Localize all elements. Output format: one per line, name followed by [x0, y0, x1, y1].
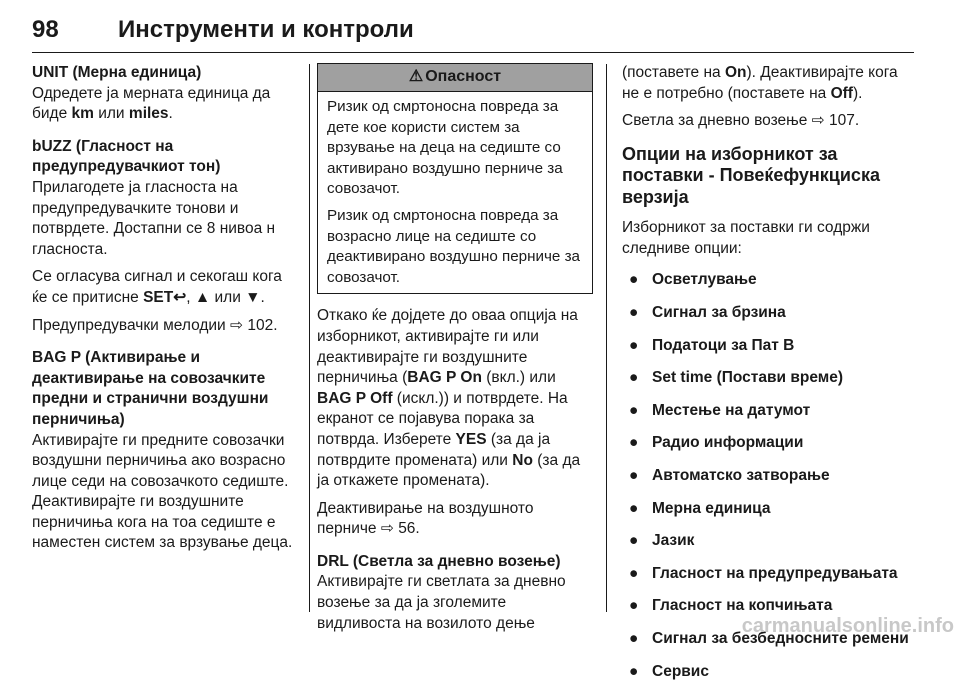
danger-paragraph-2: Ризик од смртоносна повреда за возрасно лице на седиште со деактивирано воздушно перниче за совозачот. [327, 206, 580, 286]
option-label: Автоматско затворање [652, 467, 830, 485]
option-item [622, 401, 914, 422]
warning-triangle-icon: ⚠ [408, 68, 424, 85]
option-item [622, 368, 914, 389]
set-return-icon: ↩ [173, 288, 187, 306]
bullet-icon: ● [629, 597, 639, 615]
bag-text: Активирајте ги предните совозачки воздушни перничиња ако возрасно лице седи на совозачкото седиште. Деактивирајте ги воздушните перничиња кога на тоа седиште е наместен систем за врзување деца. [32, 431, 293, 552]
section-heading: Опции на изборникот за поставки - Повеќефункциска верзија [622, 143, 880, 207]
column-right [622, 63, 914, 694]
drl-text: Активирајте ги светлата за дневно возење за да ја зголемите видливоста на возилото дење [317, 573, 566, 632]
bullet-icon: ● [629, 467, 639, 485]
options-intro: Изборникот за поставки ги содржи следниве опции: [622, 219, 870, 257]
drl-continuation: (поставете на On). Деактивирајте кога не е потребно (поставете на Off). [622, 64, 898, 102]
option-label: Местење на датумот [652, 401, 811, 419]
option-item [622, 336, 914, 357]
column-divider-1 [309, 64, 310, 612]
option-label: Радио информации [652, 434, 804, 452]
bag-heading: BAG P (Активирање и деактивирање на совозачките предни и странични воздушни перничиња) [32, 349, 269, 428]
option-label: Гласност на предупредувањата [652, 564, 898, 582]
danger-body [318, 92, 592, 293]
page-header [32, 14, 914, 53]
option-item [622, 531, 914, 552]
danger-box [317, 63, 593, 294]
bullet-icon: ● [629, 304, 639, 322]
bullet-icon: ● [629, 271, 639, 289]
bullet-icon: ● [629, 630, 639, 647]
page-reference-icon: ⇨ [811, 112, 825, 130]
bullet-icon: ● [629, 564, 639, 582]
buzz-text: Прилагодете ја гласноста на предупредувачките тонови и потврдете. Достапни се 8 нивоа н гласноста. [32, 178, 276, 258]
arrow-up-icon: ▲ [194, 288, 211, 306]
danger-title: Опасност [425, 68, 502, 85]
deactivation-text: Деактивирање на воздушното перниче ⇨ 56. [317, 499, 534, 538]
option-label: Гласност на копчињата [652, 597, 833, 615]
option-label: Сервис [652, 662, 709, 680]
unit-text: Одредете ја мерната единица да биде km или miles. [32, 84, 271, 123]
bullet-icon: ● [629, 662, 639, 680]
column-left [32, 63, 300, 554]
option-item [622, 466, 914, 487]
unit-heading: UNIT (Мерна единица) [32, 64, 202, 81]
option-item [622, 433, 914, 454]
drl-heading: DRL (Светла за дневно возење) [317, 552, 561, 570]
option-item [622, 499, 914, 520]
bullet-icon: ● [629, 532, 639, 550]
option-label: Сигнал за брзина [652, 304, 786, 322]
watermark: carmanualsonline.info [741, 615, 954, 637]
option-label: Set time (Постави време) [652, 369, 844, 387]
buzz-heading: bUZZ (Гласност на предупредувачкиот тон) [32, 137, 221, 176]
airbag-toggle-text: Откако ќе дојдете до оваа опција на изборникот, активирајте ги или деактивирајте ги воздушните перничиња (BAG P On (вкл.) или BAG P Off (искл.)) и потврдете. На екранот се појавува порака за потврда. Изберете YES (за да ја потврдите промената) или No (за да ја откажете промената). [317, 307, 581, 490]
option-label: Осветлување [652, 271, 757, 289]
arrow-down-icon: ▼ [245, 288, 261, 306]
bullet-icon: ● [629, 401, 639, 419]
page-title: Инструменти и контроли [118, 16, 414, 43]
option-label: Мерна единица [652, 499, 771, 517]
option-item [622, 270, 914, 291]
signal-text: Се огласува сигнал и секогаш кога ќе се притисне SET↩, ▲ или ▼. [32, 268, 282, 306]
column-middle [317, 63, 593, 634]
page-number: 98 [32, 16, 59, 43]
bullet-icon: ● [629, 434, 639, 452]
option-label: Јазик [652, 532, 695, 550]
bullet-icon: ● [629, 499, 639, 517]
page-reference-icon: ⇨ [230, 316, 244, 334]
option-label: Податоци за Пат B [652, 336, 795, 354]
option-item [622, 662, 914, 683]
option-item [622, 596, 914, 617]
option-item [622, 564, 914, 585]
column-divider-2 [606, 64, 607, 612]
melodies-text: Предупредувачки мелодии ⇨ 102. [32, 316, 278, 334]
option-item [622, 303, 914, 324]
drl-reference: Светла за дневно возење ⇨ 107. [622, 112, 860, 130]
option-label: Сигнал за безбедносните ремени [652, 630, 909, 647]
bullet-icon: ● [629, 336, 639, 354]
danger-paragraph-1: Ризик од смртоносна повреда за дете кое користи систем за врзување на деца на седиште со активирано воздушно перниче за совозачот. [327, 98, 563, 198]
page-reference-icon: ⇨ [380, 520, 394, 538]
bullet-icon: ● [629, 369, 639, 387]
danger-header [318, 64, 592, 92]
